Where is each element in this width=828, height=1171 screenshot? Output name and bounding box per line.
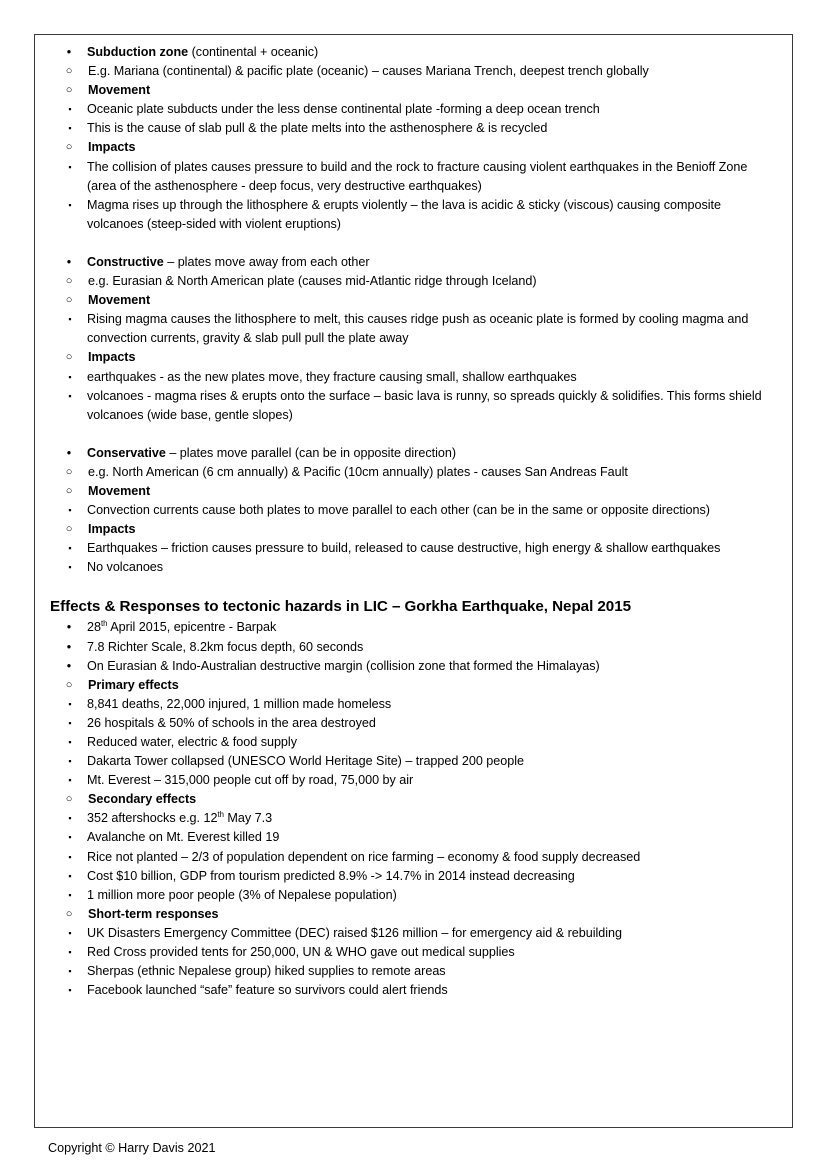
group-item (49, 886, 770, 905)
group-item (49, 943, 770, 962)
subheading-label: Impacts (88, 522, 136, 537)
bullet-point-text: Magma rises up through the lithosphere & erupts violently – the lava is acidic & sticky (viscous) causing composite volcanoes (steep-sided with violent eruptions) (87, 197, 721, 231)
bullet-point (49, 501, 770, 520)
bullet-level3-icon: ▪ (68, 371, 72, 382)
ordinal-suffix: th (217, 810, 224, 820)
bullet-level3-icon: ▪ (68, 698, 72, 709)
page-content (35, 35, 792, 1000)
bullet-level3-icon: ▪ (68, 985, 72, 996)
bullet-point (49, 272, 770, 291)
bullet-point (49, 463, 770, 482)
case-study-heading-row (49, 596, 770, 617)
bullet-level3-icon: ▪ (68, 562, 72, 573)
bullet-point-text: Rising magma causes the lithosphere to melt, this causes ridge push as oceanic plate is formed by cooling magma and convection currents, gravity & slab pull pull the plate away (87, 312, 749, 346)
section-conservative (49, 444, 770, 463)
bullet-point-text: e.g. Eurasian & North American plate (causes mid-Atlantic ridge through Iceland) (88, 274, 537, 289)
group-item (49, 828, 770, 847)
group-short-term-responses (49, 905, 770, 924)
bullet-level3-icon: ▪ (68, 870, 72, 881)
bullet-level3-icon: ▪ (68, 813, 72, 824)
bullet-point (49, 62, 770, 81)
group-item (49, 771, 770, 790)
bullet-level3-icon: ▪ (68, 199, 72, 210)
group-item (49, 752, 770, 771)
section-title: Conservative (87, 445, 166, 460)
bullet-point (49, 310, 770, 348)
bullet-level3-icon: ▪ (68, 832, 72, 843)
bullet-point-text: Oceanic plate subducts under the less dense continental plate -forming a deep ocean trench (87, 102, 600, 117)
notes-outline (49, 43, 770, 1000)
section-title: Constructive (87, 254, 164, 269)
bullet-level3-icon: ▪ (68, 161, 72, 172)
bullet-level3-icon: ▪ (68, 737, 72, 747)
group-primary-effects (49, 676, 770, 695)
subheading-impacts-text (88, 520, 770, 539)
group-item-text: Reduced water, electric & food supply (87, 735, 297, 749)
bullet-point-text: E.g. Mariana (continental) & pacific plate (oceanic) – causes Mariana Trench, deepest trench globally (88, 64, 649, 79)
bullet-level3-icon: ▪ (68, 123, 72, 134)
subheading-impacts (49, 348, 770, 367)
bullet-level1-icon: • (66, 254, 72, 269)
group-item-text: Facebook launched “safe” feature so survivors could alert friends (87, 983, 448, 998)
group-item-text: 26 hospitals & 50% of schools in the area destroyed (87, 715, 376, 730)
subheading-movement-text (88, 482, 770, 501)
group-item (49, 962, 770, 981)
bullet-point-text: The collision of plates causes pressure to build and the rock to fracture causing violent earthquakes in the Benioff Zone (area of the asthenosphere - deep focus, very destructive earthquakes) (87, 159, 748, 193)
bullet-level2-icon: ○ (65, 484, 73, 497)
bullet-point (49, 158, 770, 196)
bullet-level1-icon: • (66, 639, 72, 654)
section-spacer (49, 234, 770, 253)
bullet-point (49, 368, 770, 387)
subheading-impacts (49, 520, 770, 539)
subheading-label: Movement (88, 293, 151, 308)
bullet-point (49, 558, 770, 577)
group-item-text: Cost $10 billion, GDP from tourism predicted 8.9% -> 14.7% in 2014 instead decreasing (87, 868, 575, 883)
group-item-text: Dakarta Tower collapsed (UNESCO World Heritage Site) – trapped 200 people (87, 754, 524, 769)
subheading-label: Movement (88, 483, 151, 498)
copyright-footer: Copyright © Harry Davis 2021 (48, 1141, 216, 1155)
bullet-point (49, 119, 770, 138)
section-spacer (49, 425, 770, 444)
bullet-level3-icon: ▪ (68, 775, 72, 786)
case-study-fact (49, 638, 770, 657)
group-item-text: Mt. Everest – 315,000 people cut off by road, 75,000 by air (87, 773, 414, 788)
bullet-level3-icon: ▪ (68, 851, 72, 862)
bullet-level3-icon: ▪ (68, 889, 72, 900)
subheading-impacts (49, 138, 770, 157)
group-item (49, 848, 770, 867)
group-item-text: UK Disasters Emergency Committee (DEC) raised $126 million – for emergency aid & rebuilding (87, 925, 623, 940)
bullet-level2-icon: ○ (65, 65, 73, 78)
group-item-text: 352 aftershocks e.g. 12th May 7.3 (87, 810, 273, 826)
group-item-text: Sherpas (ethnic Nepalese group) hiked supplies to remote areas (87, 964, 446, 979)
group-title: Primary effects (88, 677, 179, 692)
bullet-level3-icon: ▪ (68, 756, 72, 767)
group-title: Secondary effects (88, 792, 197, 807)
group-title: Short-term responses (88, 906, 219, 921)
bullet-level2-icon: ○ (65, 678, 73, 691)
section-title: Subduction zone (87, 45, 189, 59)
subheading-label: Impacts (88, 350, 136, 365)
group-secondary-effects (49, 790, 770, 809)
subheading-label: Movement (88, 83, 151, 98)
bullet-point (49, 387, 770, 425)
bullet-level3-icon: ▪ (68, 717, 72, 728)
group-item (49, 924, 770, 943)
bullet-level2-icon: ○ (65, 907, 73, 920)
bullet-level3-icon: ▪ (68, 543, 72, 554)
bullet-point-text: e.g. North American (6 cm annually) & Pacific (10cm annually) plates - causes San Andreas Fault (88, 464, 628, 479)
group-secondary-effects-text (88, 790, 770, 809)
ordinal-suffix: th (100, 619, 108, 629)
bullet-point (49, 539, 770, 558)
case-study-heading: Effects & Responses to tectonic hazards in LIC – Gorkha Earthquake, Nepal 2015 (50, 598, 631, 616)
page-frame (34, 34, 793, 1128)
case-study-fact-text: 7.8 Richter Scale, 8.2km focus depth, 60 seconds (87, 639, 364, 654)
subheading-movement (49, 81, 770, 100)
bullet-point-text: This is the cause of slab pull & the plate melts into the asthenosphere & is recycled (87, 121, 548, 136)
subheading-impacts-text (88, 138, 770, 157)
bullet-level3-icon: ▪ (68, 314, 72, 325)
group-item (49, 714, 770, 733)
bullet-level2-icon: ○ (65, 465, 73, 478)
subheading-movement-text (88, 291, 770, 310)
section-constructive-text: Constructive – plates move away from each other (87, 254, 370, 269)
bullet-level3-icon: ▪ (68, 947, 72, 958)
group-item (49, 695, 770, 714)
group-item (49, 733, 770, 752)
subheading-label: Impacts (88, 140, 136, 155)
bullet-level3-icon: ▪ (68, 966, 72, 977)
group-primary-effects-text (88, 676, 770, 695)
bullet-level3-icon: ▪ (68, 390, 72, 401)
bullet-level2-icon: ○ (65, 351, 73, 364)
bullet-level1-icon: • (66, 620, 72, 635)
case-study-fact-text: On Eurasian & Indo-Australian destructive margin (collision zone that formed the Himalayas) (87, 658, 600, 673)
bullet-point (49, 196, 770, 234)
bullet-level2-icon: ○ (65, 84, 73, 97)
group-item-text: 1 million more poor people (3% of Nepalese population) (87, 887, 397, 902)
bullet-point-text: Earthquakes – friction causes pressure to build, released to cause destructive, high energy & shallow earthquakes (87, 541, 721, 556)
bullet-point-text: Convection currents cause both plates to move parallel to each other (can be in the same or opposite directions) (87, 503, 710, 518)
bullet-level1-icon: • (66, 658, 72, 673)
bullet-level2-icon: ○ (65, 294, 73, 307)
subheading-movement (49, 482, 770, 501)
case-study-fact (49, 657, 770, 676)
group-item (49, 981, 770, 1000)
bullet-level3-icon: ▪ (68, 927, 72, 938)
group-item-text: Red Cross provided tents for 250,000, UN & WHO gave out medical supplies (87, 945, 515, 960)
section-conservative-text: Conservative – plates move parallel (can be in opposite direction) (87, 445, 456, 460)
group-short-term-responses-text (88, 905, 770, 924)
bullet-level3-icon: ▪ (68, 505, 72, 516)
section-subduction-zone-text: Subduction zone (continental + oceanic) (87, 45, 319, 59)
subheading-impacts-text (88, 348, 770, 367)
group-item (49, 809, 770, 828)
bullet-level2-icon: ○ (65, 275, 73, 288)
subheading-movement (49, 291, 770, 310)
bullet-level3-icon: ▪ (68, 104, 72, 115)
case-study-fact-text: 28th April 2015, epicentre - Barpak (87, 619, 277, 635)
bullet-point-text: earthquakes - as the new plates move, they fracture causing small, shallow earthquakes (87, 369, 577, 384)
bullet-level1-icon: • (66, 445, 72, 460)
section-constructive (49, 253, 770, 272)
bullet-level2-icon: ○ (65, 141, 73, 154)
group-item-text: 8,841 deaths, 22,000 injured, 1 million made homeless (87, 696, 392, 711)
bullet-point-text: volcanoes - magma rises & erupts onto the surface – basic lava is runny, so spreads quickly & solidifies. This forms shield volcanoes (wide base, gentle slopes) (87, 388, 762, 422)
bullet-level1-icon: • (66, 45, 72, 59)
group-item (49, 867, 770, 886)
group-item-text: Rice not planted – 2/3 of population dependent on rice farming – economy & food supply decreased (87, 849, 641, 864)
case-study-fact (49, 618, 770, 637)
bullet-point (49, 100, 770, 119)
bullet-point-text: No volcanoes (87, 560, 164, 575)
section-subduction-zone (49, 43, 770, 62)
subheading-movement-text (88, 81, 770, 100)
bullet-level2-icon: ○ (65, 523, 73, 536)
group-item-text: Avalanche on Mt. Everest killed 19 (87, 830, 280, 845)
case-study-spacer (49, 577, 770, 596)
bullet-level2-icon: ○ (65, 793, 73, 806)
